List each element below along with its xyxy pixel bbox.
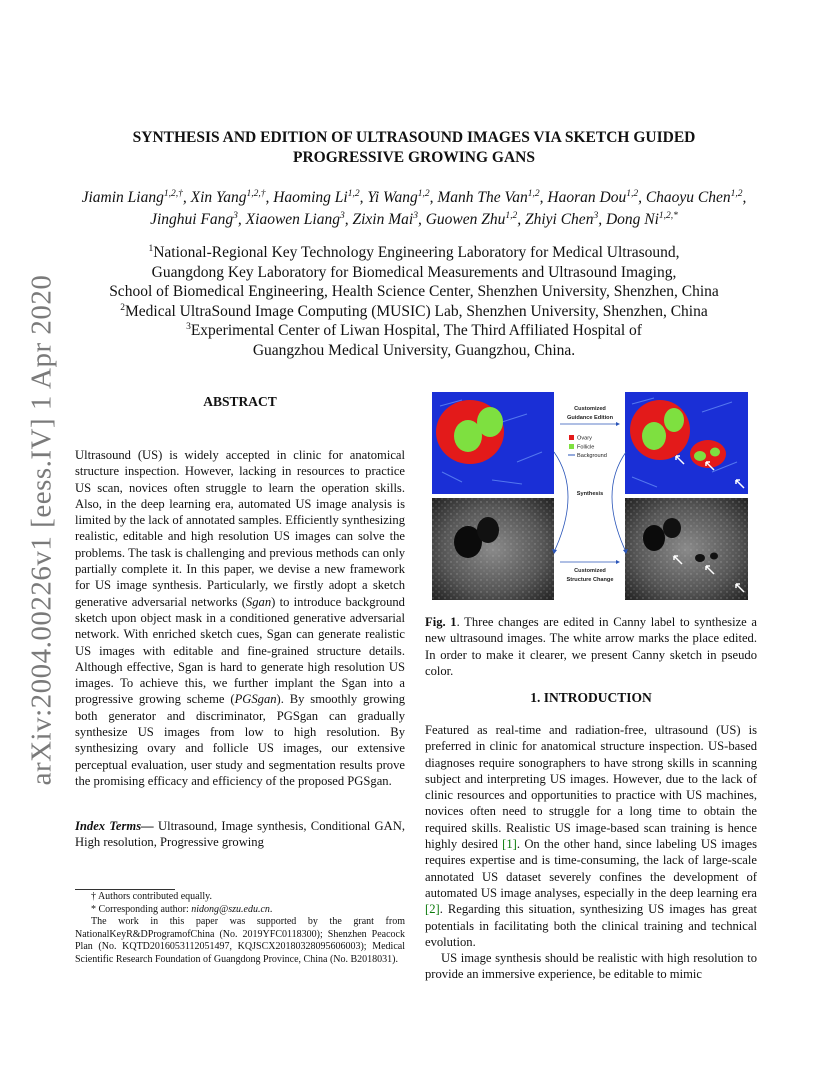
introduction-paragraph-2: US image synthesis should be realistic with high resolution to provide an immersive experience, be editable to mimic	[425, 951, 757, 982]
figure-1-caption: Fig. 1. Three changes are edited in Canny label to synthesize a new ultrasound images. The white arrow marks the place edited. In order to make it clearer, we present Canny sketch in pseudo color.	[425, 615, 757, 678]
title-line-2: PROGRESSIVE GROWING GANS	[292, 149, 535, 166]
legend	[568, 435, 607, 459]
ultrasound-original	[432, 498, 554, 600]
affiliation-list	[90, 243, 738, 360]
figure-1	[432, 392, 748, 600]
author: Zixin Mai$^3$	[352, 210, 418, 228]
footnote-funding: The work in this paper was supported by the grant from NationalKeyR&DProgramofChina (No. 2019YFC0118300); Shenzhen Peacock Plan (No. KQTD2016053112051497, KQJSCX20180328095606003); Medical Scientific Research Foundation of Guangdong Province, China (No. B2018031).	[75, 916, 405, 965]
affiliation-line: $^3$Experimental Center of Liwan Hospital, The Third Affiliated Hospital of	[186, 321, 642, 339]
affiliation-line: Guangzhou Medical University, Guangzhou, China.	[252, 341, 576, 359]
author: Jinghui Fang$^3$	[150, 210, 238, 228]
footnote-equal-contribution: † Authors contributed equally.	[91, 891, 212, 902]
legend-follicle: Follicle	[577, 444, 595, 451]
label-guidance-2: Guidance Edition	[567, 415, 613, 421]
legend-background: Background	[577, 453, 607, 459]
label-guidance-1: Customized	[574, 406, 606, 412]
author: Yi Wang$^{1,2}$	[367, 188, 430, 206]
affiliation-line: Guangdong Key Laboratory for Biomedical Measurements and Ultrasound Imaging,	[151, 263, 677, 281]
label-structure-1: Customized	[574, 568, 606, 574]
author-list: Jiamin Liang$^{1,2,\dagger}$, Xin Yang$^{1,2,\dagger}$, Haoming Li$^{1,2}$, Yi Wang$^{1,2}$, Manh The Van$^{1,2}$, Haoran Dou$^{1,2}$, Chaoyu Chen$^{1,2}$, Jinghui Fang$^3$, Xiaowen Liang$^3$, Zixin Mai$^3$, Guowen Zhu$^{1,2}$, Zhiyi Chen$^3$, Dong $Ni^{1,2,*}$	[81, 188, 747, 228]
author: Xiaowen Liang$^3$	[245, 210, 345, 228]
abstract-body: Ultrasound (US) is widely accepted in clinic for anatomical structure inspection. However, lacking in resources to practice US scan, novices often struggle to learn the operation skills. Also, in the deep learning era, automated US image analysis is limited by the lack of annotated samples. Efficiently synthesizing realistic, editable and high resolution US images can solve the problems. The task is challenging and previous methods can only partially complete it. In this paper, we devise a new framework for US image synthesis. Particularly, we firstly adopt a sketch generative adversarial networks (Sgan) to introduce background sketch upon object mask in a conditioned generative adversarial network. With enriched sketch cues, Sgan can generate realistic US images with editable and fine-grained structure details. Although effective, Sgan is hard to generate high resolution US images. To achieve this, we further implant the Sgan into a progressive growing scheme (PGSgan). By smoothly growing both generator and discriminator, PGSgan can gradually synthesize US images from low to high resolution. By synthesizing ovary and follicle US images, our extensive perceptual evaluation, user study and segmentation results prove the promising efficacy and efficiency of the proposed PGSgan.	[75, 448, 406, 788]
label-map-original	[432, 392, 554, 494]
affiliation-line: $^1$National-Regional Key Technology Engineering Laboratory for Medical Ultrasound,	[148, 243, 680, 261]
label-map-edited	[625, 392, 748, 494]
introduction-paragraph-1: Featured as real-time and radiation-free, ultrasound (US) is preferred in clinic for anatomical structure inspection. US-based diagnoses require sonographers to have strong skills in scanning subject and interpreting US images. However, due to the lack of clinic resources and opportunities to practice with US machines, novices often need to struggle for a long time to obtain the required skills. Realistic US image-based scan training is hence highly desired [1]. On the other hand, since labeling US images requires expertise and is time-consuming, the lack of large-scale annotated US dataset severely confines the development of automated US image analyses, especially in the deep learning era [2]. Regarding this situation, synthesizing US images has great potentials in facilitating both the clinical training and technical evolution.	[425, 723, 757, 949]
index-terms: Index Terms— Ultrasound, Image synthesis, Conditional GAN, High resolution, Progressive growing	[75, 819, 405, 850]
author: Xin Yang$^{1,2,\dagger}$	[190, 188, 266, 206]
arxiv-identifier: arXiv:2004.00226v1 [eess.IV] 1 Apr 2020	[25, 274, 58, 786]
author: Manh The Van$^{1,2}$	[437, 188, 540, 206]
introduction-heading: 1. INTRODUCTION	[530, 690, 652, 705]
author: Zhiyi Chen$^3$	[524, 210, 599, 228]
paper-title	[90, 128, 738, 168]
abstract-heading: ABSTRACT	[203, 394, 277, 409]
affiliation-line: $^2$Medical UltraSound Image Computing (MUSIC) Lab, Shenzhen University, Shenzhen, China	[120, 302, 708, 320]
citation-2[interactable]: [2]	[425, 902, 440, 917]
author: Haoran Dou$^{1,2}$	[547, 188, 639, 206]
label-structure-2: Structure Change	[566, 577, 614, 583]
corresponding-email[interactable]: nidong@szu.edu.cn	[191, 903, 270, 915]
title-line-1: SYNTHESIS AND EDITION OF ULTRASOUND IMAGES VIA SKETCH GUIDED	[132, 129, 696, 146]
author: Chaoyu Chen$^{1,2}$	[645, 188, 743, 206]
author: Dong $Ni^{1,2,*}$	[605, 210, 678, 228]
affiliation-line: School of Biomedical Engineering, Health Science Center, Shenzhen University, Shenzhen, China	[109, 283, 719, 300]
author: Haoming Li$^{1,2}$	[273, 188, 360, 206]
author: Guowen Zhu$^{1,2}$	[425, 210, 518, 228]
legend-ovary: Ovary	[577, 435, 592, 442]
author: Jiamin Liang$^{1,2,\dagger}$	[81, 188, 183, 206]
footnotes	[75, 891, 405, 966]
introduction-body	[425, 722, 757, 983]
ultrasound-synthesized	[625, 498, 748, 600]
citation-1[interactable]: [1]	[502, 837, 517, 852]
figure-1-graphic	[432, 392, 748, 600]
footnote-corresponding: * Corresponding author: nidong@szu.edu.cn.	[91, 903, 273, 915]
footnote-rule	[75, 889, 175, 890]
label-synthesis: Synthesis	[576, 491, 604, 497]
